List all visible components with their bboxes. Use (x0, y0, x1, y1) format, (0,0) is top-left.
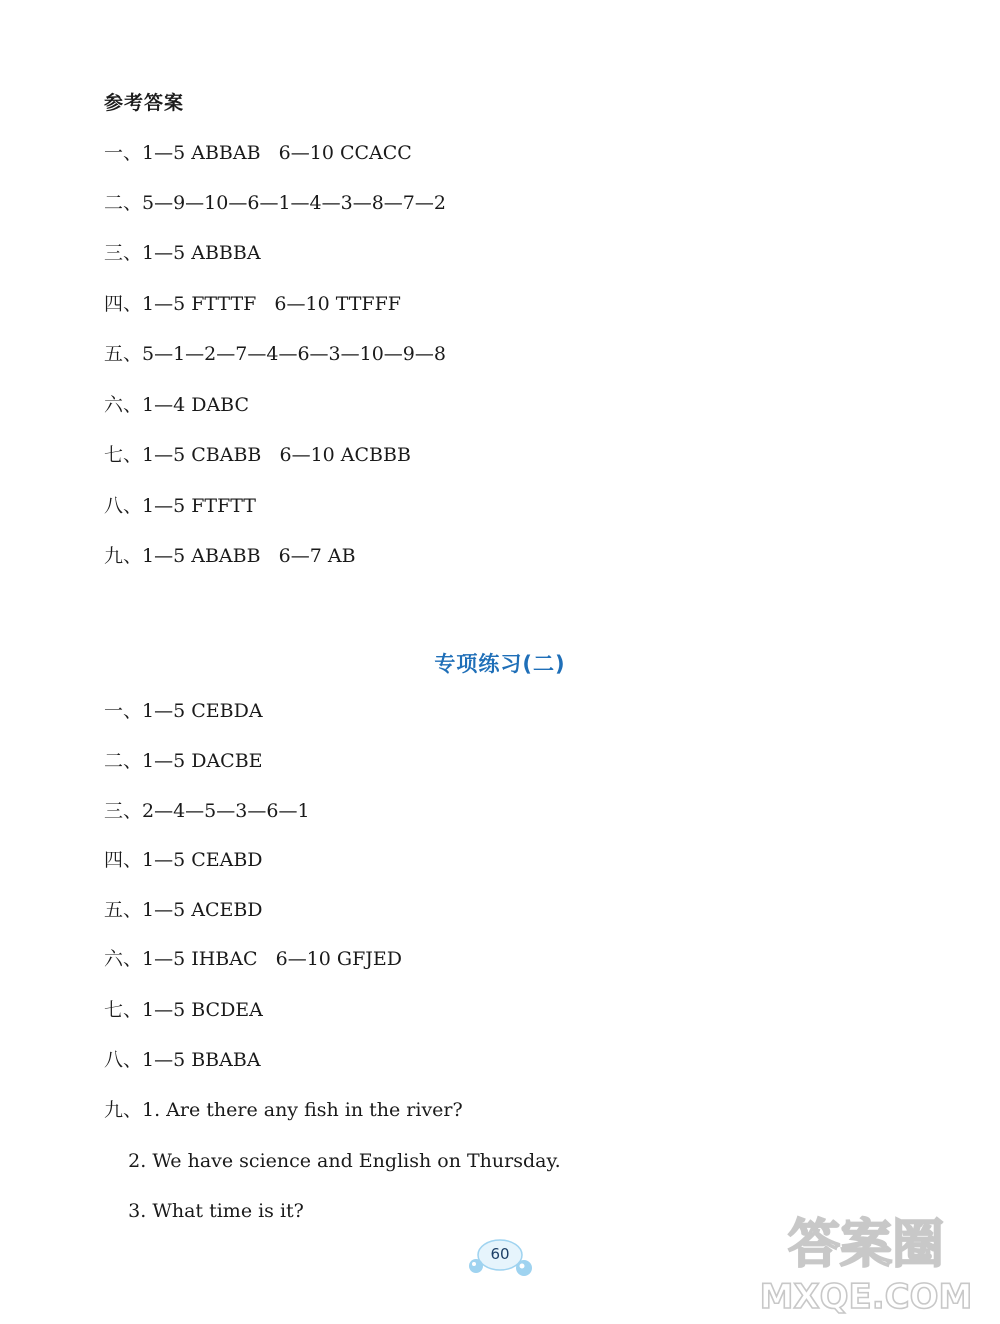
section-title: 专项练习(二) (434, 652, 566, 676)
watermark-logo (746, 1200, 986, 1320)
answer-line: 四、1—5 CEABD (104, 849, 263, 871)
answer-line: 六、1—4 DABC (104, 394, 250, 416)
answer-line: 三、1—5 ABBBA (104, 242, 261, 264)
answer-line: 八、1—5 BBABA (104, 1049, 261, 1071)
answer-line: 一、1—5 ABBAB 6—10 CCACC (104, 142, 412, 164)
answer-line: 九、1. Are there any fish in the river? (104, 1099, 463, 1121)
watermark-url: MXQE.COM (759, 1277, 973, 1317)
answer-line: 五、5—1—2—7—4—6—3—10—9—8 (104, 343, 446, 365)
answer-line: 3. What time is it? (104, 1200, 304, 1222)
answer-line: 六、1—5 IHBAC 6—10 GFJED (104, 948, 403, 970)
answer-line: 一、1—5 CEBDA (104, 700, 263, 722)
answer-line: 七、1—5 BCDEA (104, 999, 263, 1021)
answer-line: 五、1—5 ACEBD (104, 899, 263, 921)
answer-line: 二、1—5 DACBE (104, 750, 263, 772)
answer-line: 三、2—4—5—3—6—1 (104, 800, 310, 822)
answer-line: 二、5—9—10—6—1—4—3—8—7—2 (104, 192, 446, 214)
answer-line: 七、1—5 CBABB 6—10 ACBBB (104, 444, 411, 466)
watermark-text: 答案圈 (787, 1215, 945, 1275)
page-heading: 参考答案 (104, 92, 185, 114)
page-number: 60 (490, 1245, 510, 1263)
answer-line: 四、1—5 FTTTF 6—10 TTFFF (104, 293, 401, 315)
answer-line: 九、1—5 ABABB 6—7 AB (104, 545, 356, 567)
answer-line: 2. We have science and English on Thursday. (104, 1150, 561, 1172)
page-number-badge (462, 1236, 538, 1280)
answer-line: 八、1—5 FTFTT (104, 495, 256, 517)
